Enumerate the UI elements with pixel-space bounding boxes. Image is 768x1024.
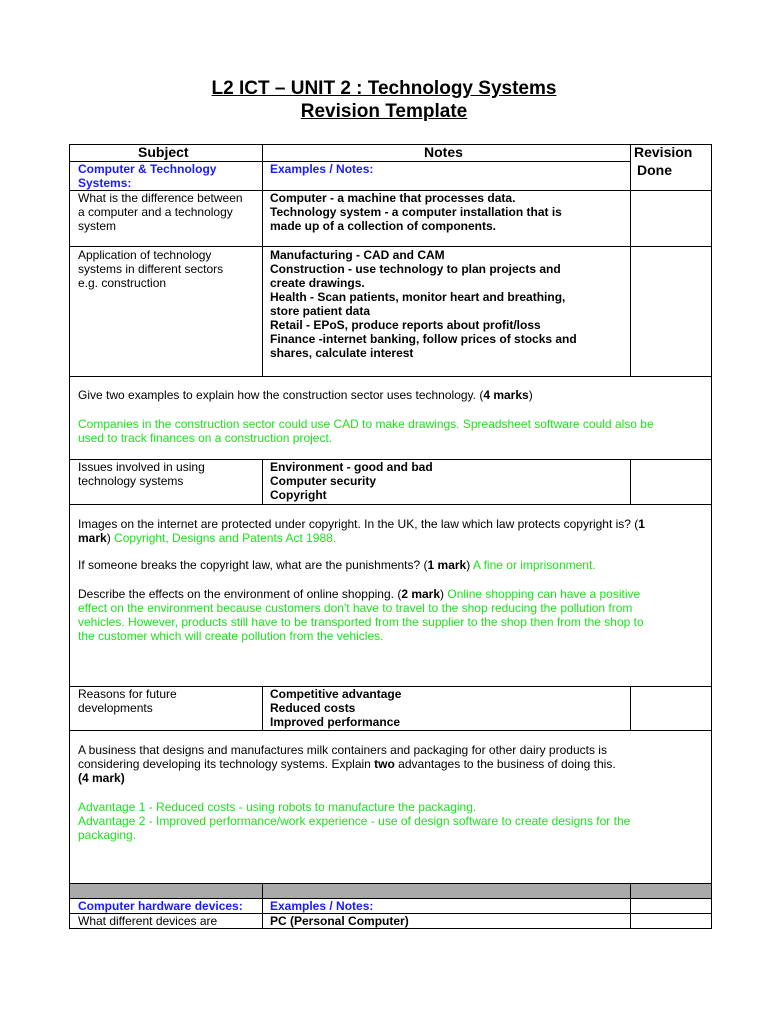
section-heading-notes: Examples / Notes: [270,162,374,176]
section-heading-notes: Examples / Notes: [270,899,374,913]
question-text: Describe the effects on the environment of online shopping. (2 mark) Online shopping can have a positive [78,587,641,601]
question-text: Images on the internet are protected under copyright. In the UK, the law which law protects copyright is? (1 [78,517,645,531]
table-rule [630,686,631,730]
row-notes-text: Health - Scan patients, monitor heart and breathing, [270,290,566,304]
table-rule [630,246,712,247]
section-heading-subject: Computer hardware devices: [78,899,243,913]
row-notes-text: Reduced costs [270,701,356,715]
row-notes-text: Computer - a machine that processes data. [270,191,516,205]
document-subtitle: Revision Template [300,101,468,122]
table-rule [630,459,631,504]
table-rule [69,376,712,377]
row-notes-text: Technology system - a computer installation that is [270,205,562,219]
answer-text: packaging. [78,828,137,842]
table-rule [262,883,263,928]
table-border-left [69,144,70,928]
row-subject-text: a computer and a technology [78,205,233,219]
table-rule [69,928,712,929]
row-notes-text: shares, calculate interest [270,346,414,360]
row-subject-text: Reasons for future [78,687,177,701]
question-text: A business that designs and manufactures milk containers and packaging for other dairy products is [78,743,607,757]
row-notes-text: Finance -internet banking, follow prices of stocks and [270,332,577,346]
row-notes-text: Improved performance [270,715,401,729]
header-subject: Subject [138,144,189,160]
header-done: Done [637,162,672,178]
section-heading-subject: Computer & Technology [78,162,217,176]
answer-text: used to track finances on a construction project. [78,431,333,445]
table-rule [630,144,631,376]
row-notes-text: Competitive advantage [270,687,402,701]
row-notes-text: Retail - EPoS, produce reports about profit/loss [270,318,541,332]
row-notes-text: Construction - use technology to plan projects and [270,262,561,276]
grey-header-band [70,884,711,898]
answer-text: Copyright, Designs and Patents Act 1988. [114,531,337,545]
table-rule [69,504,712,505]
row-subject-text: e.g. construction [78,276,167,290]
answer-text: Companies in the construction sector could use CAD to make drawings. Spreadsheet software could also be [78,417,654,431]
answer-text: A fine or imprisonment. [472,558,596,572]
answer-text: effect on the environment because customers don't have to travel to the shop reducing the pollution from [78,601,633,615]
question-text: mark) Copyright, Designs and Patents Act 1988. [78,531,337,545]
row-notes-text: made up of a collection of components. [270,219,497,233]
row-notes-text: Copyright [270,488,327,502]
answer-text: Advantage 2 - Improved performance/work experience - use of design software to create designs for the [78,814,631,828]
row-subject-text: Application of technology [78,248,212,262]
question-marks: (4 mark) [78,771,125,785]
answer-text: vehicles. However, products still have to be transported from the supplier to the shop then from the shop to [78,615,644,629]
table-rule [630,883,631,928]
answer-text: Advantage 1 - Reduced costs - using robots to manufacture the packaging. [78,800,477,814]
row-notes-text: Manufacturing - CAD and CAM [270,248,445,262]
header-revision: Revision [634,144,693,160]
table-rule [262,459,263,504]
row-notes-text: create drawings. [270,276,365,290]
question-text: If someone breaks the copyright law, what are the punishments? (1 mark) A fine or imprisonment. [78,558,596,572]
table-rule [69,246,630,247]
table-border-right [711,144,712,928]
question-text: Give two examples to explain how the construction sector uses technology. (4 marks) [78,388,533,402]
row-subject-text: systems in different sectors [78,262,224,276]
row-subject-text: technology systems [78,474,184,488]
table-rule [262,144,263,376]
row-notes-text: Computer security [270,474,377,488]
row-subject-text: developments [78,701,153,715]
row-notes-text: Environment - good and bad [270,460,433,474]
document-title: L2 ICT – UNIT 2 : Technology Systems [211,78,557,99]
header-notes: Notes [424,144,463,160]
row-subject-text: system [78,219,117,233]
row-subject-text: What different devices are [78,914,218,928]
table-rule [262,686,263,730]
row-notes-text: store patient data [270,304,371,318]
row-notes-text: PC (Personal Computer) [270,914,409,928]
section-heading-subject: Systems: [78,176,132,190]
row-subject-text: Issues involved in using [78,460,205,474]
table-rule [69,730,712,731]
row-subject-text: What is the difference between [78,191,243,205]
answer-text: the customer which will create pollution from the vehicles. [78,629,384,643]
question-text: considering developing its technology systems. Explain two advantages to the business of doing this. [78,757,616,771]
table-rule [69,883,712,884]
answer-text: Online shopping can have a positive [447,587,641,601]
